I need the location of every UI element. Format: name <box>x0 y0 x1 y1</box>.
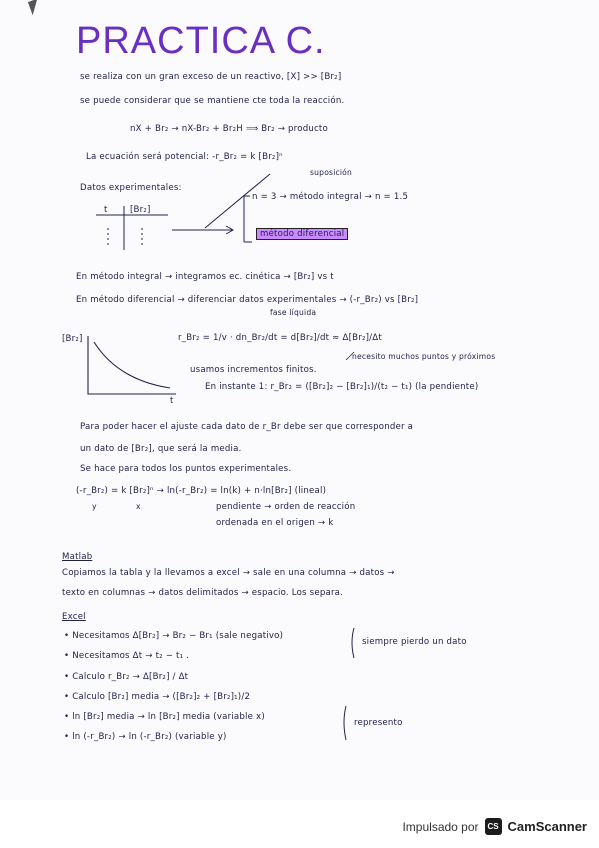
footer-label: Impulsado por <box>402 819 479 834</box>
note-line: Se hace para todos los puntos experimentales. <box>80 464 292 474</box>
excel-step: • Calculo [Br₂] media → ([Br₂]₂ + [Br₂]₁)/2 <box>64 692 251 702</box>
note-line: usamos incrementos finitos. <box>190 365 317 375</box>
excel-step: • Necesitamos Δ[Br₂] → Br₂ − Br₁ (sale negativo) <box>64 631 284 641</box>
var-y: y <box>92 502 97 511</box>
brace-note: represento <box>354 718 403 728</box>
excel-step: • Calculo r_Br₂ → Δ[Br₂] / Δt <box>64 672 189 682</box>
excel-brace-2 <box>344 706 346 740</box>
note-annotation: suposición <box>310 168 353 177</box>
graph-y-label: [Br₂] <box>62 334 83 344</box>
table-header-t: t <box>104 205 108 215</box>
footer-brand: CamScanner <box>507 819 587 834</box>
reaction-equation: nX + Br₂ → nX-Br₂ + Br₂H ⟹ Br₂ → producto <box>130 124 328 134</box>
excel-step: • Necesitamos Δt → t₂ − t₁ . <box>64 651 190 661</box>
instant-rate: En instante 1: r_Br₂ = ([Br₂]₂ − [Br₂]₁)/(t₂ − t₁) (la pendiente) <box>205 382 479 392</box>
rate-equation: La ecuación será potencial: -r_Br₂ = k [Br₂]ⁿ <box>86 152 283 162</box>
brace-note: siempre pierdo un dato <box>362 637 467 647</box>
branch-brace <box>244 196 252 242</box>
section-heading-excel: Excel <box>62 612 86 622</box>
branch-integral: n = 3 → método integral → n = 1.5 <box>252 192 409 202</box>
rate-definition: r_Br₂ = 1/v · dn_Br₂/dt = d[Br₂]/dt ≈ Δ[Br₂]/Δt <box>178 333 382 343</box>
table-dots <box>108 228 142 246</box>
note-line: Datos experimentales: <box>80 183 182 193</box>
note-line: Para poder hacer el ajuste cada dato de r_Br debe ser que corresponder a <box>80 422 414 432</box>
camscanner-logo-icon: CS <box>485 818 502 835</box>
decay-curve <box>94 342 170 388</box>
note-line: Copiamos la tabla y la llevamos a excel → sale en una columna → datos → <box>62 568 395 578</box>
page-title: PRACTICA C. <box>76 20 326 62</box>
annotation-arrow <box>346 352 354 360</box>
graph-x-label: t <box>170 396 174 406</box>
note-line: se realiza con un gran exceso de un reactivo, [X] >> [Br₂] <box>80 72 342 82</box>
scanner-footer <box>402 818 587 835</box>
note-line: En método diferencial → diferenciar datos experimentales → (-r_Br₂) vs [Br₂] <box>76 295 419 305</box>
table-header-br: [Br₂] <box>130 205 151 215</box>
note-line: texto en columnas → datos delimitados → espacio. Los separa. <box>62 588 344 598</box>
note-line: ordenada en el origen → k <box>216 518 334 528</box>
excel-step: • ln (-r_Br₂) → ln (-r_Br₂) (variable y) <box>64 732 227 742</box>
excel-brace-1 <box>352 628 354 658</box>
note-line: se puede considerar que se mantiene cte toda la reacción. <box>80 96 345 106</box>
branch-diagonal <box>205 174 270 228</box>
var-x: x <box>136 502 141 511</box>
graph-axes <box>88 336 176 394</box>
note-line: pendiente → orden de reacción <box>216 502 356 512</box>
branch-differential: método diferencial <box>256 229 348 239</box>
note-annotation: necesito muchos puntos y próximos <box>352 352 496 361</box>
section-heading-matlab: Matlab <box>62 552 93 562</box>
note-line: un dato de [Br₂], que será la media. <box>80 444 242 454</box>
note-line: En método integral → integramos ec. cinética → [Br₂] vs t <box>76 272 334 282</box>
excel-step: • ln [Br₂] media → ln [Br₂] media (variable x) <box>64 712 265 722</box>
note-annotation: fase líquida <box>270 308 317 317</box>
linearization: (-r_Br₂) = k [Br₂]ⁿ → ln(-r_Br₂) = ln(k) + n·ln[Br₂] (lineal) <box>76 486 327 496</box>
